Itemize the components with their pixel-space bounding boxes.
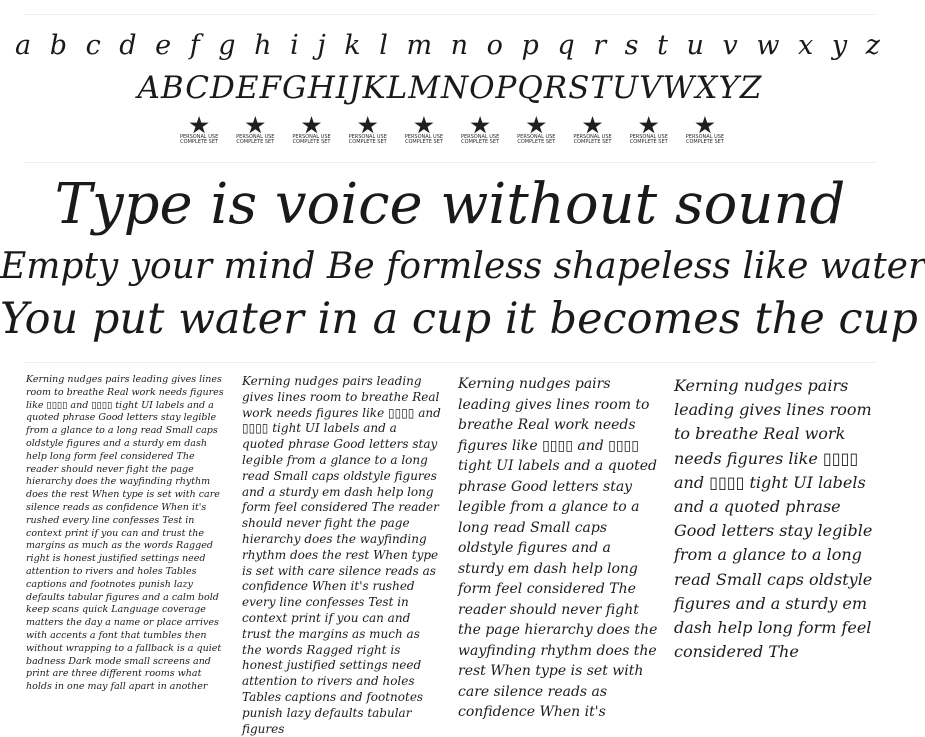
badge-line-2: COMPLETE SET (236, 139, 275, 145)
badge-line-1: PERSONAL USE (517, 134, 556, 140)
demo-badge (397, 116, 451, 156)
star-icon (695, 116, 715, 135)
paragraph-2: Kerning nudges pairs leading gives lines room to breathe Real work needs figures like ▯▯▯▯ and ▯▯▯▯ tight UI labels and a quoted phrase Good letters stay legible from a glance to a long read Small caps oldstyle figures and a sturdy em dash help long form feel considered The reader should never fight the page hierarchy does the wayfinding rhythm does the rest When type is set with care silence reads as confidence When it's rushed every line confesses Test in context print if you can and trust the margins as much as the words Ragged right is honest justified settings need attention to rivers and holes Tables captions and footnotes punish lazy defaults tabular figures (242, 374, 441, 736)
text-column-3 (458, 374, 658, 720)
demo-badge (565, 116, 619, 156)
star-icon (583, 116, 603, 135)
text-column-1 (26, 374, 226, 693)
headline-3: You put water in a cup it becomes the cup (0, 294, 918, 344)
badge-line-2: COMPLETE SET (292, 139, 331, 145)
star-icon (470, 116, 490, 135)
star-icon (639, 116, 659, 135)
section-divider-1 (24, 162, 876, 163)
badge-line-2: COMPLETE SET (404, 139, 443, 145)
badge-line-2: COMPLETE SET (517, 139, 556, 145)
badge-line-1: PERSONAL USE (179, 134, 219, 140)
badge-line-2: COMPLETE SET (348, 139, 387, 145)
badge-line-1: PERSONAL USE (685, 134, 725, 140)
headline-1: Type is voice without sound (54, 172, 846, 237)
paragraph-4: Kerning nudges pairs leading gives lines room to breathe Real work needs figures like ▯▯▯▯ and ▯▯▯▯ tight UI labels and a quoted phrase Good letters stay legible from a glance to a long read Small caps oldstyle figures and a sturdy em dash help long form feel considered The (674, 376, 873, 662)
demo-badge (453, 116, 507, 156)
star-icon (414, 116, 434, 135)
badge-line-1: PERSONAL USE (348, 134, 387, 140)
badge-line-1: PERSONAL USE (629, 134, 668, 140)
badge-line-1: PERSONAL USE (292, 134, 331, 140)
paragraph-1: Kerning nudges pairs leading gives lines room to breathe Real work needs figures like ▯▯▯▯ and ▯▯▯▯ tight UI labels and a quoted phrase Good letters stay legible from a glance to a long read Small caps oldstyle figures and a sturdy em dash help long form feel considered The reader should never fight the page hierarchy does the wayfinding rhythm does the rest When type is set with care silence reads as confidence When it's rushed every line confesses Test in context print if you can and trust the margins as much as the words Ragged right is honest justified settings need attention to rivers and holes Tables captions and footnotes punish lazy defaults tabular figures and a calm bold keep scans quick Language coverage matters the day a name or place arrives with accents a font that tumbles then without wrapping to a fallback is a quiet badness Dark mode small screens and print are three different rooms what holds in one may fall apart in another (26, 374, 224, 693)
star-icon (189, 116, 209, 135)
badge-line-1: PERSONAL USE (460, 134, 500, 140)
lowercase-alphabet: a b c d e f g h i j k l m n o p q r s t u v w x y z (15, 30, 885, 61)
text-column-2 (242, 374, 442, 736)
demo-badge (341, 116, 395, 156)
demo-badge (509, 116, 563, 156)
badge-line-2: COMPLETE SET (573, 139, 612, 145)
top-divider (24, 14, 876, 15)
badge-line-2: COMPLETE SET (180, 139, 219, 145)
demo-badge (172, 116, 226, 156)
demo-badge (622, 116, 676, 156)
section-divider-2 (24, 362, 876, 363)
star-icon (526, 116, 546, 135)
badge-line-1: PERSONAL USE (573, 134, 612, 140)
star-icon (245, 116, 265, 135)
demo-badge (284, 116, 338, 156)
demo-badge (678, 116, 732, 156)
headline-2: Empty your mind Be formless shapeless like water (0, 246, 925, 287)
demo-badge (228, 116, 282, 156)
badge-line-2: COMPLETE SET (629, 139, 668, 145)
badge-line-1: PERSONAL USE (404, 134, 444, 140)
star-icon (358, 116, 378, 135)
star-icon (302, 116, 322, 135)
paragraph-3: Kerning nudges pairs leading gives lines room to breathe Real work needs figures like ▯▯▯▯ and ▯▯▯▯ tight UI labels and a quoted phrase Good letters stay legible from a glance to a long read Small caps oldstyle figures and a sturdy em dash help long form feel considered The reader should never fight the page hierarchy does the wayfinding rhythm does the rest When type is set with care silence reads as confidence When it's (458, 376, 658, 720)
uppercase-alphabet: ABCDEFGHIJKLMNOPQRSTUVWXYZ (137, 70, 763, 106)
text-column-4 (674, 374, 874, 662)
demo-badge-row (172, 116, 732, 156)
badge-line-1: PERSONAL USE (236, 134, 275, 140)
badge-line-2: COMPLETE SET (461, 139, 500, 145)
badge-line-2: COMPLETE SET (685, 139, 724, 145)
